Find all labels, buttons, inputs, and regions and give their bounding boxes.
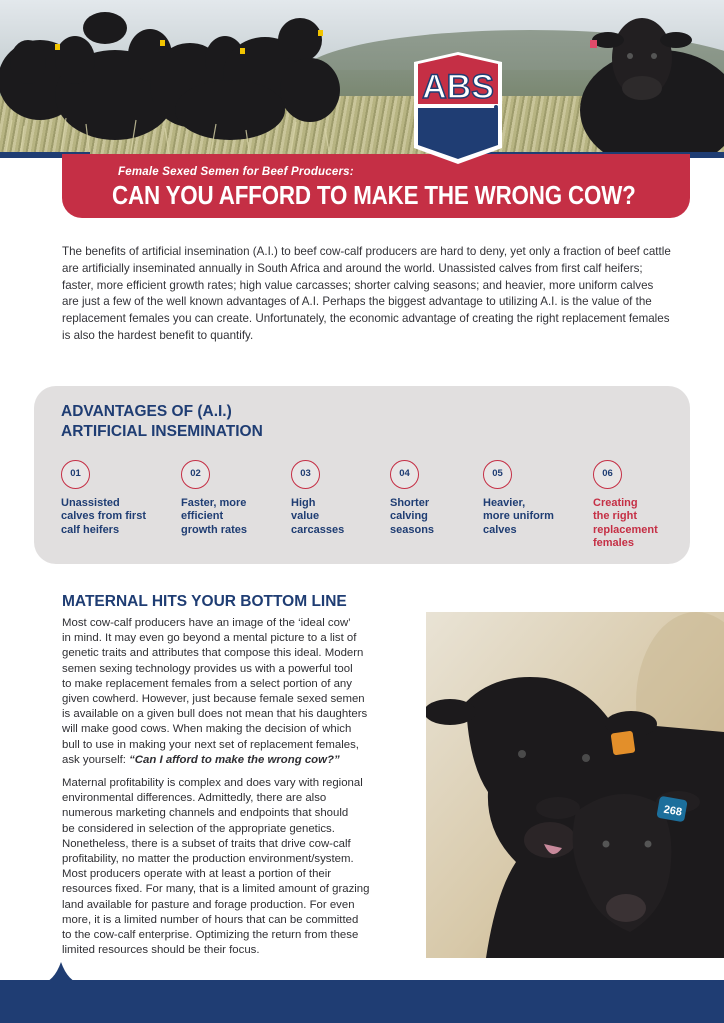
advantage-label: Shorter calving seasons [390,497,435,536]
advantages-heading-line1: ADVANTAGES OF (A.I.) [61,403,232,420]
cow-and-calf-photo [426,612,724,958]
advantage-item [181,460,291,537]
section-heading: MATERNAL HITS YOUR BOTTOM LINE [62,593,347,610]
hero-banner-image [0,0,724,158]
advantage-number-badge: 04 [390,460,419,489]
advantage-number-badge: 01 [61,460,90,489]
advantage-number-badge: 06 [593,460,622,489]
advantage-item [291,460,401,537]
title-kicker: Female Sexed Semen for Beef Producers: [118,166,354,178]
advantage-label: Faster, more efficient growth rates [181,497,248,536]
pull-quote: “Can I afford to make the wrong cow?” [129,753,340,766]
advantages-heading-line2: ARTIFICIAL INSEMINATION [61,423,263,440]
advantage-label: Unassisted calves from first calf heifers [61,497,146,536]
cattle-herd-illustration [0,0,360,158]
advantage-label: Heavier, more uniform calves [483,497,554,536]
advantage-number-badge: 03 [291,460,320,489]
intro-paragraph: The benefits of artificial insemination (A.I.) to beef cow-calf producers are hard to deny, yet only a fraction of beef cattle are artificially inseminated annually in South Africa and around the world. Unassisted calves from first calf heifers; faster, more efficient growth rates; high value carcasses; shorter calving seasons; and heavier, more uniform calves are just a few of the well known advantages of A.I. Perhaps the biggest advantage to utilizing A.I. is the value of the replacement females you can create. Unfortunately, the economic advantage of creating the right replacement females is also the hardest benefit to quantify. [62,245,671,342]
abs-logo-text: ABS [422,68,494,106]
advantages-heading [61,402,263,442]
advantage-item-highlight [593,460,703,551]
title-banner [62,154,690,218]
footer-bar [0,980,724,1023]
page-title: CAN YOU AFFORD TO MAKE THE WRONG COW? [112,180,636,210]
advantage-item [483,460,593,537]
black-cow-illustration [560,0,724,158]
advantage-number-badge: 05 [483,460,512,489]
advantage-item [61,460,171,537]
advantage-label: Creating the right replacement females [593,497,658,550]
advantage-number-badge: 02 [181,460,210,489]
body-paragraph-1-text: Most cow-calf producers have an image of the ‘ideal cow’ in mind. It may even go beyond a mental picture to a list of genetic traits and attributes that compose this ideal. Modern semen sexing technology provides us with a powerful tool to make replacement females from a select portion of any given cowherd. However, just because female sexed semen is available on a given bull does not mean that his daughters will make good cows. When making the decision of which bull to use in making your next set of replacement females, ask yourself: [62,617,368,766]
advantages-panel [34,386,690,564]
body-paragraph-1 [62,616,414,768]
advantage-label: High value carcasses [291,497,345,536]
ear-tag-number: 268 [662,803,683,819]
body-paragraph-2: Maternal profitability is complex and does vary with regional environmental differences. Admittedly, there are also numerous marketing channels and endpoints that should be considered in selection of the appropriate genetics. Nonetheless, there is a subset of traits that drive cow-calf profitability, no matter the production environment/system. Most producers operate with at least a portion of their resources fixed. For many, that is a limited amount of grazing land available for pasture and forage production. For even more, it is a limited number of hours that can be committed to the cow-calf enterprise. Optimizing the return from these limited resources should be their focus. [62,777,370,957]
abs-logo [412,52,504,164]
